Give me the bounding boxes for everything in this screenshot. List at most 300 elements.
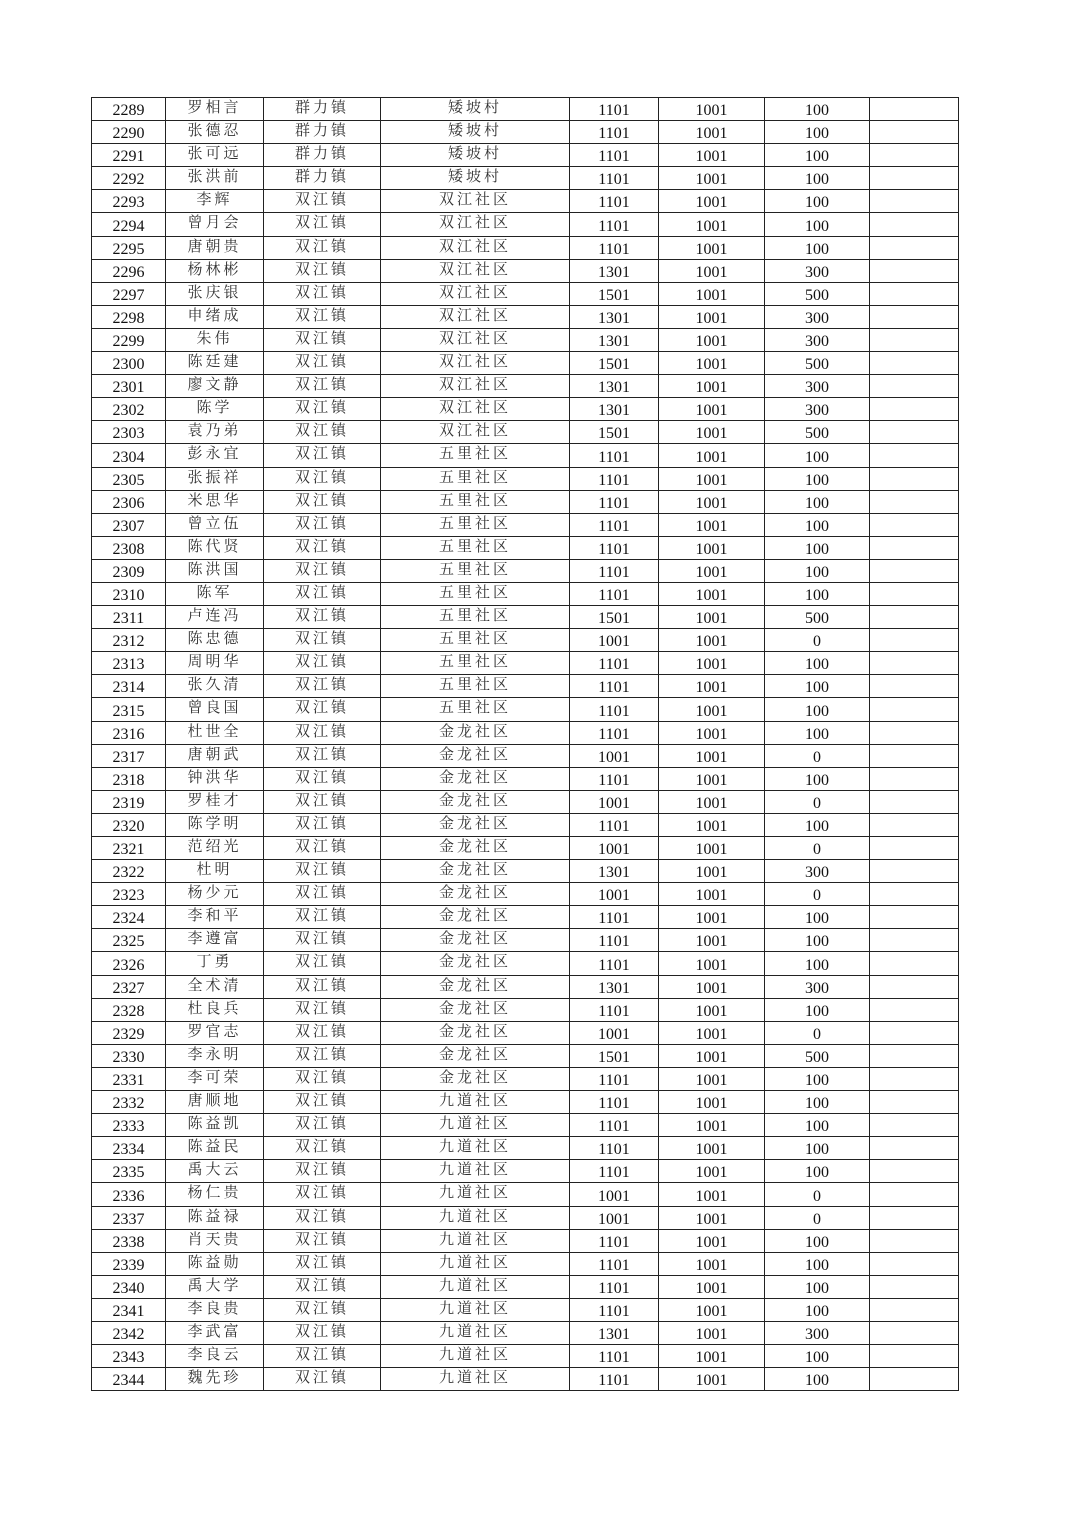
cell-code-a: 1101 bbox=[570, 444, 659, 467]
cell-amount: 500 bbox=[765, 421, 870, 444]
cell-code-a: 1101 bbox=[570, 1137, 659, 1160]
cell-row-number: 2298 bbox=[92, 305, 166, 328]
cell-note bbox=[870, 1252, 959, 1275]
cell-town: 双江镇 bbox=[264, 398, 381, 421]
cell-amount: 100 bbox=[765, 536, 870, 559]
cell-name: 廖文静 bbox=[166, 375, 264, 398]
cell-village: 双江社区 bbox=[381, 328, 570, 351]
cell-amount: 0 bbox=[765, 1206, 870, 1229]
cell-code-a: 1101 bbox=[570, 1345, 659, 1368]
cell-amount: 300 bbox=[765, 975, 870, 998]
table-row bbox=[92, 1067, 959, 1090]
cell-note bbox=[870, 259, 959, 282]
cell-town: 群力镇 bbox=[264, 167, 381, 190]
cell-town: 双江镇 bbox=[264, 444, 381, 467]
cell-row-number: 2309 bbox=[92, 559, 166, 582]
table-row bbox=[92, 1275, 959, 1298]
table-row bbox=[92, 1206, 959, 1229]
cell-name: 杨少元 bbox=[166, 883, 264, 906]
cell-note bbox=[870, 698, 959, 721]
cell-village: 五里社区 bbox=[381, 652, 570, 675]
cell-amount: 100 bbox=[765, 236, 870, 259]
table-row bbox=[92, 398, 959, 421]
cell-name: 申绪成 bbox=[166, 305, 264, 328]
cell-row-number: 2331 bbox=[92, 1067, 166, 1090]
cell-code-b: 1001 bbox=[659, 144, 765, 167]
cell-amount: 100 bbox=[765, 1160, 870, 1183]
table-row bbox=[92, 328, 959, 351]
cell-code-b: 1001 bbox=[659, 167, 765, 190]
cell-code-b: 1001 bbox=[659, 883, 765, 906]
cell-village: 五里社区 bbox=[381, 490, 570, 513]
cell-name: 张洪前 bbox=[166, 167, 264, 190]
cell-name: 陈益禄 bbox=[166, 1206, 264, 1229]
cell-name: 陈学明 bbox=[166, 813, 264, 836]
cell-village: 双江社区 bbox=[381, 282, 570, 305]
table-row bbox=[92, 1021, 959, 1044]
cell-note bbox=[870, 582, 959, 605]
cell-note bbox=[870, 398, 959, 421]
cell-note bbox=[870, 1298, 959, 1321]
cell-code-b: 1001 bbox=[659, 675, 765, 698]
table-row bbox=[92, 767, 959, 790]
cell-village: 矮坡村 bbox=[381, 167, 570, 190]
cell-amount: 100 bbox=[765, 906, 870, 929]
cell-village: 金龙社区 bbox=[381, 1067, 570, 1090]
cell-code-a: 1301 bbox=[570, 328, 659, 351]
cell-name: 周明华 bbox=[166, 652, 264, 675]
cell-code-b: 1001 bbox=[659, 906, 765, 929]
cell-code-b: 1001 bbox=[659, 467, 765, 490]
cell-code-b: 1001 bbox=[659, 513, 765, 536]
cell-amount: 300 bbox=[765, 375, 870, 398]
table-row bbox=[92, 421, 959, 444]
cell-town: 双江镇 bbox=[264, 305, 381, 328]
cell-code-b: 1001 bbox=[659, 1067, 765, 1090]
cell-name: 唐朝武 bbox=[166, 744, 264, 767]
cell-village: 五里社区 bbox=[381, 629, 570, 652]
cell-code-a: 1301 bbox=[570, 305, 659, 328]
cell-row-number: 2343 bbox=[92, 1345, 166, 1368]
cell-code-b: 1001 bbox=[659, 1229, 765, 1252]
cell-amount: 100 bbox=[765, 767, 870, 790]
cell-village: 五里社区 bbox=[381, 698, 570, 721]
cell-town: 双江镇 bbox=[264, 1321, 381, 1344]
table-row bbox=[92, 582, 959, 605]
cell-row-number: 2344 bbox=[92, 1368, 166, 1391]
cell-row-number: 2318 bbox=[92, 767, 166, 790]
table-row bbox=[92, 1114, 959, 1137]
cell-town: 双江镇 bbox=[264, 860, 381, 883]
cell-name: 陈益勋 bbox=[166, 1252, 264, 1275]
cell-note bbox=[870, 1067, 959, 1090]
cell-note bbox=[870, 536, 959, 559]
cell-town: 双江镇 bbox=[264, 998, 381, 1021]
cell-town: 双江镇 bbox=[264, 952, 381, 975]
cell-code-a: 1301 bbox=[570, 398, 659, 421]
cell-code-a: 1101 bbox=[570, 1298, 659, 1321]
cell-amount: 100 bbox=[765, 98, 870, 121]
cell-code-b: 1001 bbox=[659, 1183, 765, 1206]
cell-village: 金龙社区 bbox=[381, 975, 570, 998]
cell-amount: 100 bbox=[765, 213, 870, 236]
table-row bbox=[92, 1229, 959, 1252]
cell-name: 禹大学 bbox=[166, 1275, 264, 1298]
table-row bbox=[92, 1044, 959, 1067]
table-row bbox=[92, 929, 959, 952]
cell-note bbox=[870, 1021, 959, 1044]
cell-village: 九道社区 bbox=[381, 1345, 570, 1368]
cell-town: 双江镇 bbox=[264, 1160, 381, 1183]
cell-code-b: 1001 bbox=[659, 1368, 765, 1391]
cell-row-number: 2294 bbox=[92, 213, 166, 236]
cell-row-number: 2313 bbox=[92, 652, 166, 675]
cell-code-a: 1101 bbox=[570, 698, 659, 721]
cell-code-b: 1001 bbox=[659, 444, 765, 467]
cell-code-b: 1001 bbox=[659, 744, 765, 767]
cell-row-number: 2319 bbox=[92, 790, 166, 813]
cell-code-a: 1101 bbox=[570, 929, 659, 952]
cell-name: 曾立伍 bbox=[166, 513, 264, 536]
cell-name: 唐顺地 bbox=[166, 1091, 264, 1114]
cell-town: 双江镇 bbox=[264, 375, 381, 398]
cell-code-b: 1001 bbox=[659, 1298, 765, 1321]
cell-village: 五里社区 bbox=[381, 606, 570, 629]
cell-amount: 100 bbox=[765, 929, 870, 952]
table-row bbox=[92, 259, 959, 282]
cell-note bbox=[870, 190, 959, 213]
cell-town: 双江镇 bbox=[264, 536, 381, 559]
cell-town: 双江镇 bbox=[264, 675, 381, 698]
table-row bbox=[92, 190, 959, 213]
cell-code-a: 1301 bbox=[570, 860, 659, 883]
cell-name: 钟洪华 bbox=[166, 767, 264, 790]
cell-note bbox=[870, 1160, 959, 1183]
cell-amount: 100 bbox=[765, 467, 870, 490]
cell-town: 双江镇 bbox=[264, 1137, 381, 1160]
cell-row-number: 2325 bbox=[92, 929, 166, 952]
cell-note bbox=[870, 375, 959, 398]
table-row bbox=[92, 975, 959, 998]
cell-code-a: 1101 bbox=[570, 1114, 659, 1137]
cell-village: 九道社区 bbox=[381, 1160, 570, 1183]
cell-village: 金龙社区 bbox=[381, 952, 570, 975]
cell-note bbox=[870, 282, 959, 305]
cell-code-a: 1101 bbox=[570, 559, 659, 582]
cell-amount: 0 bbox=[765, 790, 870, 813]
cell-row-number: 2291 bbox=[92, 144, 166, 167]
cell-code-a: 1001 bbox=[570, 883, 659, 906]
cell-amount: 300 bbox=[765, 398, 870, 421]
cell-row-number: 2300 bbox=[92, 352, 166, 375]
cell-amount: 100 bbox=[765, 167, 870, 190]
table-row bbox=[92, 1137, 959, 1160]
cell-name: 唐朝贵 bbox=[166, 236, 264, 259]
cell-town: 双江镇 bbox=[264, 213, 381, 236]
cell-town: 群力镇 bbox=[264, 144, 381, 167]
cell-amount: 100 bbox=[765, 490, 870, 513]
cell-village: 金龙社区 bbox=[381, 1021, 570, 1044]
cell-town: 双江镇 bbox=[264, 790, 381, 813]
cell-note bbox=[870, 167, 959, 190]
cell-row-number: 2299 bbox=[92, 328, 166, 351]
table-row bbox=[92, 213, 959, 236]
cell-name: 全术清 bbox=[166, 975, 264, 998]
cell-row-number: 2329 bbox=[92, 1021, 166, 1044]
cell-row-number: 2333 bbox=[92, 1114, 166, 1137]
cell-code-b: 1001 bbox=[659, 213, 765, 236]
cell-name: 杜明 bbox=[166, 860, 264, 883]
table-row bbox=[92, 1183, 959, 1206]
cell-amount: 300 bbox=[765, 860, 870, 883]
cell-row-number: 2334 bbox=[92, 1137, 166, 1160]
cell-village: 双江社区 bbox=[381, 236, 570, 259]
table-row bbox=[92, 1345, 959, 1368]
cell-code-b: 1001 bbox=[659, 1044, 765, 1067]
cell-row-number: 2317 bbox=[92, 744, 166, 767]
table-row bbox=[92, 675, 959, 698]
table-body bbox=[92, 98, 959, 1391]
cell-name: 杨林彬 bbox=[166, 259, 264, 282]
cell-town: 双江镇 bbox=[264, 606, 381, 629]
cell-town: 双江镇 bbox=[264, 1206, 381, 1229]
cell-name: 罗官志 bbox=[166, 1021, 264, 1044]
cell-code-a: 1101 bbox=[570, 1067, 659, 1090]
cell-row-number: 2324 bbox=[92, 906, 166, 929]
cell-note bbox=[870, 490, 959, 513]
cell-row-number: 2328 bbox=[92, 998, 166, 1021]
cell-village: 矮坡村 bbox=[381, 98, 570, 121]
cell-note bbox=[870, 1137, 959, 1160]
cell-village: 五里社区 bbox=[381, 444, 570, 467]
cell-name: 张德忍 bbox=[166, 121, 264, 144]
cell-town: 双江镇 bbox=[264, 1044, 381, 1067]
cell-village: 双江社区 bbox=[381, 259, 570, 282]
cell-row-number: 2335 bbox=[92, 1160, 166, 1183]
cell-village: 五里社区 bbox=[381, 536, 570, 559]
table-row bbox=[92, 1091, 959, 1114]
cell-code-a: 1101 bbox=[570, 121, 659, 144]
cell-code-b: 1001 bbox=[659, 1345, 765, 1368]
cell-name: 丁勇 bbox=[166, 952, 264, 975]
cell-amount: 100 bbox=[765, 1091, 870, 1114]
cell-village: 五里社区 bbox=[381, 513, 570, 536]
cell-row-number: 2303 bbox=[92, 421, 166, 444]
cell-town: 双江镇 bbox=[264, 467, 381, 490]
cell-code-b: 1001 bbox=[659, 421, 765, 444]
cell-amount: 300 bbox=[765, 328, 870, 351]
cell-town: 双江镇 bbox=[264, 813, 381, 836]
cell-note bbox=[870, 1114, 959, 1137]
cell-village: 金龙社区 bbox=[381, 929, 570, 952]
cell-name: 李良贵 bbox=[166, 1298, 264, 1321]
cell-amount: 100 bbox=[765, 675, 870, 698]
cell-row-number: 2315 bbox=[92, 698, 166, 721]
cell-row-number: 2323 bbox=[92, 883, 166, 906]
cell-town: 双江镇 bbox=[264, 352, 381, 375]
cell-amount: 0 bbox=[765, 1021, 870, 1044]
cell-code-a: 1101 bbox=[570, 813, 659, 836]
table-row bbox=[92, 883, 959, 906]
table-row bbox=[92, 721, 959, 744]
cell-code-b: 1001 bbox=[659, 1021, 765, 1044]
cell-note bbox=[870, 629, 959, 652]
cell-village: 矮坡村 bbox=[381, 121, 570, 144]
cell-amount: 100 bbox=[765, 1229, 870, 1252]
cell-village: 九道社区 bbox=[381, 1091, 570, 1114]
cell-code-a: 1501 bbox=[570, 1044, 659, 1067]
cell-note bbox=[870, 1183, 959, 1206]
cell-town: 双江镇 bbox=[264, 559, 381, 582]
cell-code-b: 1001 bbox=[659, 1321, 765, 1344]
cell-town: 群力镇 bbox=[264, 121, 381, 144]
cell-name: 罗桂才 bbox=[166, 790, 264, 813]
cell-amount: 100 bbox=[765, 698, 870, 721]
cell-code-a: 1001 bbox=[570, 1021, 659, 1044]
cell-town: 双江镇 bbox=[264, 1368, 381, 1391]
cell-code-b: 1001 bbox=[659, 305, 765, 328]
cell-name: 李永明 bbox=[166, 1044, 264, 1067]
table-row bbox=[92, 1160, 959, 1183]
cell-village: 九道社区 bbox=[381, 1229, 570, 1252]
cell-town: 双江镇 bbox=[264, 1091, 381, 1114]
cell-amount: 300 bbox=[765, 305, 870, 328]
cell-code-a: 1501 bbox=[570, 352, 659, 375]
cell-note bbox=[870, 1044, 959, 1067]
table-row bbox=[92, 1252, 959, 1275]
cell-name: 禹大云 bbox=[166, 1160, 264, 1183]
cell-code-a: 1001 bbox=[570, 1183, 659, 1206]
cell-amount: 100 bbox=[765, 652, 870, 675]
cell-town: 双江镇 bbox=[264, 1067, 381, 1090]
cell-note bbox=[870, 883, 959, 906]
cell-amount: 100 bbox=[765, 952, 870, 975]
table-row bbox=[92, 652, 959, 675]
cell-row-number: 2336 bbox=[92, 1183, 166, 1206]
cell-town: 双江镇 bbox=[264, 929, 381, 952]
cell-note bbox=[870, 236, 959, 259]
cell-row-number: 2308 bbox=[92, 536, 166, 559]
cell-village: 双江社区 bbox=[381, 352, 570, 375]
cell-amount: 300 bbox=[765, 1321, 870, 1344]
cell-note bbox=[870, 1345, 959, 1368]
table-row bbox=[92, 444, 959, 467]
cell-row-number: 2339 bbox=[92, 1252, 166, 1275]
cell-town: 双江镇 bbox=[264, 975, 381, 998]
cell-note bbox=[870, 998, 959, 1021]
cell-amount: 100 bbox=[765, 190, 870, 213]
table-row bbox=[92, 282, 959, 305]
cell-village: 双江社区 bbox=[381, 398, 570, 421]
cell-note bbox=[870, 513, 959, 536]
cell-town: 双江镇 bbox=[264, 1183, 381, 1206]
cell-name: 卢连冯 bbox=[166, 606, 264, 629]
cell-town: 双江镇 bbox=[264, 1229, 381, 1252]
cell-village: 九道社区 bbox=[381, 1368, 570, 1391]
cell-note bbox=[870, 1091, 959, 1114]
cell-name: 陈益凯 bbox=[166, 1114, 264, 1137]
cell-name: 魏先珍 bbox=[166, 1368, 264, 1391]
cell-amount: 0 bbox=[765, 1183, 870, 1206]
cell-village: 金龙社区 bbox=[381, 790, 570, 813]
cell-town: 双江镇 bbox=[264, 421, 381, 444]
cell-code-b: 1001 bbox=[659, 1206, 765, 1229]
cell-town: 双江镇 bbox=[264, 1345, 381, 1368]
cell-village: 金龙社区 bbox=[381, 906, 570, 929]
cell-name: 李遵富 bbox=[166, 929, 264, 952]
cell-amount: 0 bbox=[765, 744, 870, 767]
cell-village: 金龙社区 bbox=[381, 767, 570, 790]
cell-code-a: 1101 bbox=[570, 998, 659, 1021]
cell-name: 曾月会 bbox=[166, 213, 264, 236]
cell-code-b: 1001 bbox=[659, 328, 765, 351]
cell-note bbox=[870, 837, 959, 860]
cell-note bbox=[870, 767, 959, 790]
cell-name: 朱伟 bbox=[166, 328, 264, 351]
cell-row-number: 2301 bbox=[92, 375, 166, 398]
cell-note bbox=[870, 1368, 959, 1391]
cell-amount: 100 bbox=[765, 1298, 870, 1321]
cell-village: 九道社区 bbox=[381, 1298, 570, 1321]
table-row bbox=[92, 559, 959, 582]
cell-name: 李武富 bbox=[166, 1321, 264, 1344]
cell-row-number: 2321 bbox=[92, 837, 166, 860]
cell-village: 九道社区 bbox=[381, 1183, 570, 1206]
cell-name: 张庆银 bbox=[166, 282, 264, 305]
table-row bbox=[92, 167, 959, 190]
table-row bbox=[92, 860, 959, 883]
table-row bbox=[92, 790, 959, 813]
cell-note bbox=[870, 144, 959, 167]
cell-town: 双江镇 bbox=[264, 767, 381, 790]
cell-note bbox=[870, 559, 959, 582]
cell-note bbox=[870, 213, 959, 236]
table-row bbox=[92, 467, 959, 490]
cell-amount: 100 bbox=[765, 1275, 870, 1298]
cell-code-b: 1001 bbox=[659, 1275, 765, 1298]
cell-name: 陈廷建 bbox=[166, 352, 264, 375]
cell-note bbox=[870, 952, 959, 975]
cell-code-a: 1101 bbox=[570, 652, 659, 675]
cell-note bbox=[870, 906, 959, 929]
cell-note bbox=[870, 606, 959, 629]
cell-name: 李良云 bbox=[166, 1345, 264, 1368]
table-row bbox=[92, 629, 959, 652]
cell-village: 金龙社区 bbox=[381, 998, 570, 1021]
cell-code-b: 1001 bbox=[659, 98, 765, 121]
table-row bbox=[92, 490, 959, 513]
cell-village: 九道社区 bbox=[381, 1114, 570, 1137]
cell-town: 双江镇 bbox=[264, 490, 381, 513]
cell-name: 陈忠德 bbox=[166, 629, 264, 652]
cell-row-number: 2316 bbox=[92, 721, 166, 744]
cell-code-a: 1101 bbox=[570, 167, 659, 190]
cell-code-a: 1101 bbox=[570, 190, 659, 213]
table-row bbox=[92, 952, 959, 975]
cell-name: 陈代贤 bbox=[166, 536, 264, 559]
cell-code-b: 1001 bbox=[659, 490, 765, 513]
cell-code-b: 1001 bbox=[659, 398, 765, 421]
cell-amount: 100 bbox=[765, 1368, 870, 1391]
cell-town: 双江镇 bbox=[264, 236, 381, 259]
cell-row-number: 2310 bbox=[92, 582, 166, 605]
cell-code-b: 1001 bbox=[659, 629, 765, 652]
cell-row-number: 2327 bbox=[92, 975, 166, 998]
cell-code-a: 1101 bbox=[570, 1091, 659, 1114]
cell-name: 肖天贵 bbox=[166, 1229, 264, 1252]
cell-row-number: 2340 bbox=[92, 1275, 166, 1298]
table-row bbox=[92, 144, 959, 167]
